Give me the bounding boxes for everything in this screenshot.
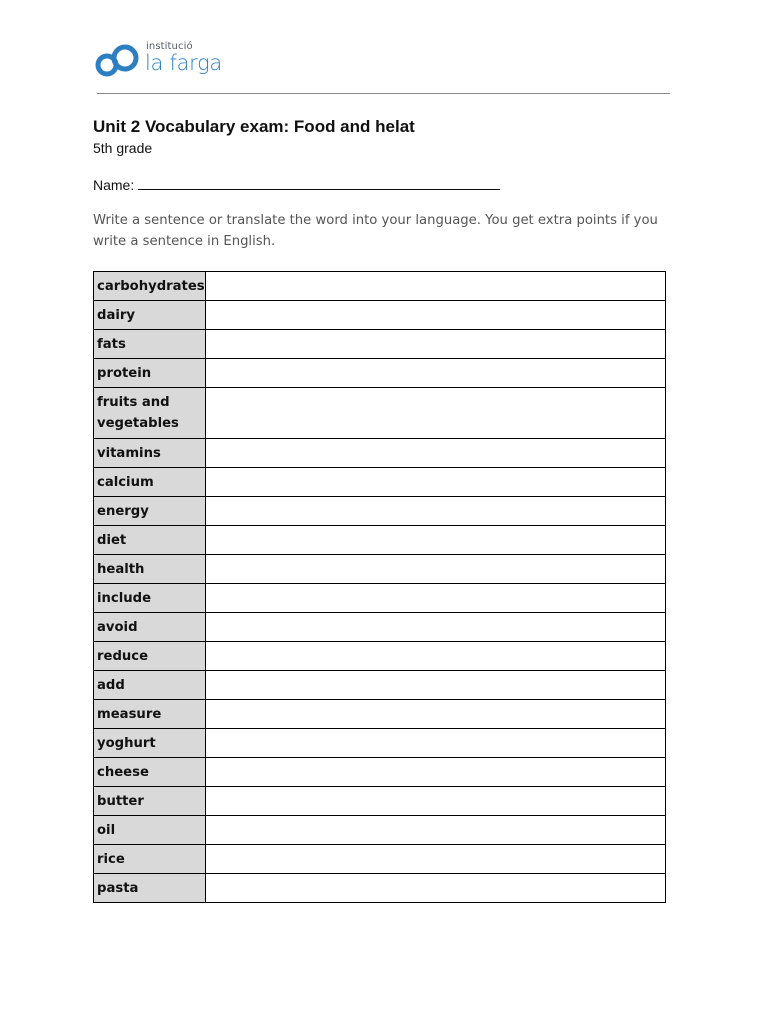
- instructions-text: Write a sentence or translate the word into your language. You get extra points if you write a sentence in English.: [93, 213, 658, 249]
- vocab-term: carbohydrates: [94, 272, 206, 301]
- vocab-term: rice: [94, 845, 206, 874]
- logo-big-text: la farga: [145, 51, 222, 75]
- vocab-term: add: [94, 671, 206, 700]
- answer-cell[interactable]: [206, 642, 666, 671]
- answer-cell[interactable]: [206, 497, 666, 526]
- vocab-term: measure: [94, 700, 206, 729]
- answer-cell[interactable]: [206, 700, 666, 729]
- answer-cell[interactable]: [206, 729, 666, 758]
- answer-cell[interactable]: [206, 272, 666, 301]
- table-row: [94, 388, 666, 439]
- table-row: [94, 758, 666, 787]
- answer-cell[interactable]: [206, 584, 666, 613]
- grade-label: 5th grade: [93, 140, 153, 156]
- table-row: [94, 468, 666, 497]
- answer-cell[interactable]: [206, 330, 666, 359]
- table-row: [94, 272, 666, 301]
- vocab-term: diet: [94, 526, 206, 555]
- table-row: [94, 497, 666, 526]
- answer-cell[interactable]: [206, 671, 666, 700]
- logo-rings-icon: [94, 44, 142, 78]
- vocab-term: oil: [94, 816, 206, 845]
- vocab-term: health: [94, 555, 206, 584]
- table-row: [94, 700, 666, 729]
- table-row: [94, 671, 666, 700]
- table-row: [94, 555, 666, 584]
- answer-cell[interactable]: [206, 845, 666, 874]
- vocab-term: vitamins: [94, 439, 206, 468]
- table-row: [94, 330, 666, 359]
- exam-title: Unit 2 Vocabulary exam: Food and helat: [93, 117, 415, 136]
- table-row: [94, 874, 666, 903]
- answer-cell[interactable]: [206, 301, 666, 330]
- answer-cell[interactable]: [206, 468, 666, 497]
- table-row: [94, 642, 666, 671]
- table-row: [94, 439, 666, 468]
- vocab-term: calcium: [94, 468, 206, 497]
- answer-cell[interactable]: [206, 816, 666, 845]
- table-row: [94, 526, 666, 555]
- answer-cell[interactable]: [206, 526, 666, 555]
- answer-cell[interactable]: [206, 555, 666, 584]
- vocab-term: butter: [94, 787, 206, 816]
- answer-cell[interactable]: [206, 874, 666, 903]
- name-label: Name:: [93, 177, 135, 193]
- vocab-term: fats: [94, 330, 206, 359]
- table-row: [94, 584, 666, 613]
- vocab-term: reduce: [94, 642, 206, 671]
- institution-logo: [94, 40, 224, 84]
- answer-cell[interactable]: [206, 787, 666, 816]
- vocab-term: avoid: [94, 613, 206, 642]
- vocab-term: include: [94, 584, 206, 613]
- vocab-term: yoghurt: [94, 729, 206, 758]
- answer-cell[interactable]: [206, 359, 666, 388]
- answer-cell[interactable]: [206, 758, 666, 787]
- table-row: [94, 787, 666, 816]
- vocabulary-table: [93, 271, 666, 903]
- vocab-term: cheese: [94, 758, 206, 787]
- logo-small-text: institució: [146, 41, 193, 52]
- vocab-term: dairy: [94, 301, 206, 330]
- table-row: [94, 301, 666, 330]
- answer-cell[interactable]: [206, 388, 666, 439]
- table-row: [94, 613, 666, 642]
- name-field-row: [93, 176, 500, 193]
- vocab-term: pasta: [94, 874, 206, 903]
- name-blank-line[interactable]: [138, 176, 500, 190]
- table-row: [94, 729, 666, 758]
- header-divider: [97, 93, 670, 94]
- answer-cell[interactable]: [206, 439, 666, 468]
- table-row: [94, 845, 666, 874]
- vocab-term: fruits and vegetables: [94, 388, 206, 439]
- table-row: [94, 816, 666, 845]
- vocab-term: energy: [94, 497, 206, 526]
- table-row: [94, 359, 666, 388]
- answer-cell[interactable]: [206, 613, 666, 642]
- vocab-term: protein: [94, 359, 206, 388]
